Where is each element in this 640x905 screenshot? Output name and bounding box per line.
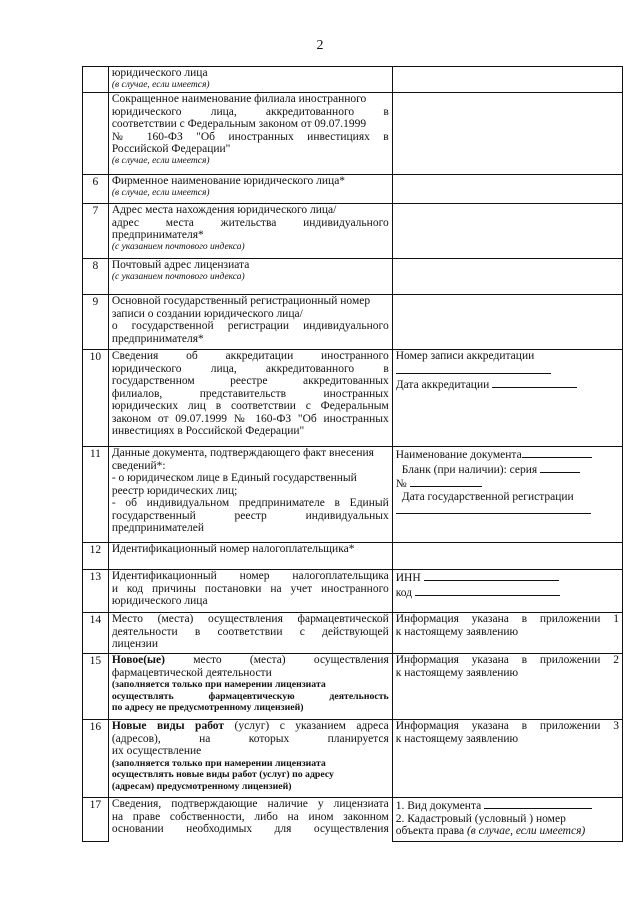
field-text: фармацевтической деятельности — [111, 666, 272, 679]
cadastral-number-label: 2. Кадастровый (условный ) номер — [395, 812, 566, 825]
table-row — [83, 175, 623, 204]
field-text: юридического лица — [111, 67, 208, 79]
page-number: 2 — [316, 38, 324, 53]
answer-cell — [392, 350, 622, 447]
field-cell — [108, 720, 392, 798]
field-text: соответствии с Федеральным законом от 09.07.1999 — [111, 118, 367, 130]
field-text: Фирменное наименование юридического лица* — [111, 175, 346, 187]
table-row — [83, 654, 623, 720]
field-text: - о юридическом лице в Единый государственный — [111, 472, 357, 484]
field-text: их осуществление — [111, 745, 202, 757]
object-note: (в случае, если имеется) — [466, 825, 586, 837]
row-number: 7 — [83, 204, 109, 259]
field-cell — [108, 350, 392, 447]
field-text: на праве собственности, либо на ином законном — [111, 810, 389, 823]
field-text: лицензии — [111, 638, 158, 650]
field-cell — [108, 93, 392, 175]
table-row — [83, 204, 623, 259]
appendix-reference: Информация указана в приложении 2 — [395, 654, 619, 666]
field-text: юридических лиц в соответствии с Федеральным — [111, 400, 389, 412]
field-text: юридического лица, аккредитованного в — [111, 362, 389, 375]
field-text: законом от 09.07.1999 № 160-ФЗ "Об иностранных — [111, 412, 389, 425]
table-row — [83, 67, 623, 93]
answer-cell — [392, 654, 622, 720]
inn-label: ИНН — [395, 572, 421, 584]
field-note: (в случае, если имеется) — [111, 155, 210, 166]
table-row — [83, 259, 623, 295]
field-text: государственный реестр индивидуальных — [111, 509, 389, 522]
field-text: и код причины постановки на учет иностранного — [111, 582, 389, 595]
field-cell — [108, 295, 392, 350]
field-text: юридического лица — [111, 595, 208, 607]
table-row — [83, 295, 623, 350]
document-type-label: 1. Вид документа — [395, 800, 482, 812]
accreditation-date-blank[interactable] — [492, 377, 577, 388]
answer-cell[interactable] — [392, 204, 622, 259]
answer-cell — [392, 613, 622, 654]
field-cell — [108, 67, 392, 93]
field-text: Сокращенное наименование филиала иностранного — [111, 93, 367, 105]
table-row — [83, 93, 623, 175]
number-blank[interactable] — [410, 476, 482, 487]
code-label: код — [395, 586, 413, 599]
appendix-reference: Информация указана в приложении 1 — [395, 613, 619, 625]
appendix-reference: к настоящему заявлению — [395, 666, 519, 679]
document-name-blank[interactable] — [522, 447, 592, 458]
field-text: - об индивидуальном предпринимателе в Единый — [111, 497, 389, 509]
field-text: Идентификационный номер налогоплательщика — [111, 570, 389, 582]
field-text: № 160-ФЗ "Об иностранных инвестициях в — [111, 130, 389, 143]
field-cell — [108, 259, 392, 295]
field-text: записи о создании юридического лица/ — [111, 307, 303, 320]
field-note: (с указанием почтового индекса) — [111, 241, 245, 252]
answer-cell[interactable] — [392, 175, 622, 204]
answer-cell[interactable] — [392, 93, 622, 175]
field-text: предпринимателей — [111, 522, 205, 534]
row-number: 13 — [83, 570, 109, 613]
answer-cell[interactable] — [392, 259, 622, 295]
field-bold-note: по адресу не предусмотренному лицензией) — [111, 702, 304, 713]
table-row — [83, 350, 623, 447]
row-number: 17 — [83, 798, 109, 842]
row-number: 12 — [83, 543, 109, 570]
document-type-blank[interactable] — [484, 798, 592, 809]
accreditation-date-label: Дата аккредитации — [395, 379, 490, 391]
field-text: основании необходимых для осуществления — [111, 823, 389, 835]
row-number: 11 — [83, 447, 109, 543]
field-text: Сведения об аккредитации иностранного — [111, 350, 389, 362]
field-cell — [108, 447, 392, 543]
field-text: предпринимателя* — [111, 332, 204, 345]
field-text: инвестициях в Российской Федерации" — [111, 425, 305, 437]
field-cell — [108, 798, 392, 842]
row-number: 14 — [83, 613, 109, 654]
field-cell — [108, 613, 392, 654]
field-cell — [108, 654, 392, 720]
field-text: адрес места жительства индивидуального — [111, 216, 389, 229]
application-form-table — [82, 66, 623, 842]
field-text: реестр юридических лиц; — [111, 484, 238, 497]
field-note: (в случае, если имеется) — [111, 79, 210, 90]
appendix-reference: к настоящему заявлению — [395, 732, 519, 745]
row-number: 10 — [83, 350, 109, 447]
row-number — [83, 93, 109, 175]
table-row — [83, 720, 623, 798]
field-text: сведений*: — [111, 459, 166, 472]
document-name-label: Наименование документа — [395, 449, 522, 461]
accreditation-record-label: Номер записи аккредитации — [395, 350, 535, 362]
row-number: 9 — [83, 295, 109, 350]
table-row — [83, 447, 623, 543]
field-text: Основной государственный регистрационный номер — [111, 295, 371, 307]
field-text: (адресов), на которых планируется — [111, 732, 389, 745]
field-text: Идентификационный номер налогоплательщика* — [111, 543, 355, 555]
table-row — [83, 543, 623, 570]
answer-cell — [392, 447, 622, 543]
row-number: 6 — [83, 175, 109, 204]
field-bold-lead: Новые виды работ — [111, 720, 225, 732]
field-bold-note: (заполняется только при намерении лицензиата — [111, 679, 326, 690]
table-row — [83, 570, 623, 613]
field-text: (услуг) с указанием адреса — [234, 720, 389, 732]
field-bold-lead: Новое(ые) — [111, 654, 165, 666]
row-number — [83, 67, 109, 93]
field-note: (в случае, если имеется) — [111, 187, 210, 198]
field-bold-note: осуществлять новые виды работ (услуг) по адресу — [111, 769, 334, 780]
row-number: 15 — [83, 654, 109, 720]
field-bold-note: (адресам) предусмотренному лицензией) — [111, 780, 292, 792]
inn-blank[interactable] — [424, 570, 559, 581]
row-number: 8 — [83, 259, 109, 295]
accreditation-record-blank[interactable] — [396, 363, 551, 374]
appendix-reference: Информация указана в приложении 3 — [395, 720, 619, 732]
registration-date-label: Дата государственной регистрации — [401, 490, 574, 503]
answer-cell[interactable] — [392, 295, 622, 350]
field-cell — [108, 570, 392, 613]
field-text: филиалов, представительств иностранных — [111, 387, 389, 400]
field-text: предпринимателя* — [111, 229, 204, 241]
field-text: место (места) осуществления — [193, 654, 389, 666]
field-text: юридического лица, аккредитованного в — [111, 105, 389, 118]
field-text: Место (места) осуществления фармацевтической — [111, 613, 389, 625]
registration-date-blank[interactable] — [396, 503, 591, 514]
blank-series-label: Бланк (при наличии): серия — [401, 463, 538, 476]
number-label: № — [395, 478, 407, 490]
field-text: деятельности в соответствии с действующей — [111, 625, 389, 638]
field-cell — [108, 175, 392, 204]
field-bold-note: (заполняется только при намерении лицензиата — [111, 757, 326, 769]
appendix-reference: к настоящему заявлению — [395, 625, 519, 638]
object-label: объекта права — [395, 825, 465, 837]
table-row — [83, 613, 623, 654]
code-blank[interactable] — [415, 585, 560, 596]
field-note: (с указанием почтового индекса) — [111, 271, 245, 282]
answer-cell[interactable] — [392, 543, 622, 570]
table-row — [83, 798, 623, 842]
field-text: Адрес места нахождения юридического лица/ — [111, 204, 337, 216]
field-text: Российской Федерации" — [111, 143, 231, 155]
field-text: государственном реестре аккредитованных — [111, 375, 389, 387]
blank-series-blank[interactable] — [540, 462, 580, 473]
answer-cell — [392, 720, 622, 798]
field-text: Почтовый адрес лицензиата — [111, 259, 250, 271]
answer-cell[interactable] — [392, 67, 622, 93]
row-number: 16 — [83, 720, 109, 798]
field-text: Сведения, подтверждающие наличие у лицензиата — [111, 798, 389, 810]
field-text: Данные документа, подтверждающего факт внесения — [111, 447, 374, 459]
field-text: о государственной регистрации индивидуального — [111, 320, 389, 332]
answer-cell — [392, 570, 622, 613]
answer-cell — [392, 798, 622, 842]
field-cell — [108, 204, 392, 259]
field-cell — [108, 543, 392, 570]
field-bold-note: осуществлять фармацевтическую деятельность — [111, 690, 389, 702]
